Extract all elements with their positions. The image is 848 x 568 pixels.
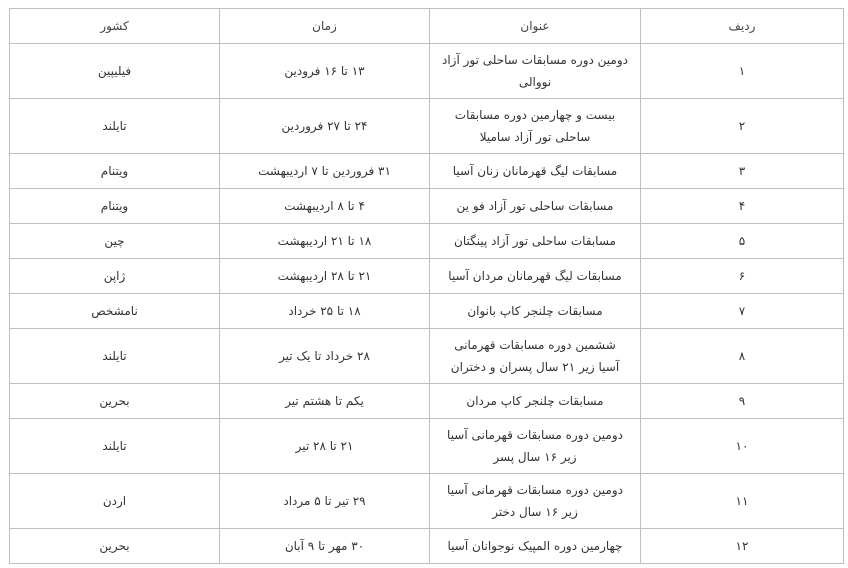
cell-title: بیست و چهارمین دوره مسابقات ساحلی تور آزاد ساميلا [430, 99, 641, 154]
cell-time: ۱۳ تا ۱۶ فرودین [220, 44, 430, 99]
schedule-table [9, 8, 844, 564]
cell-rank: ۴ [641, 189, 844, 224]
cell-title: مسابقات ساحلی تور آزاد پینگتان [430, 224, 641, 259]
table-row [10, 259, 844, 294]
cell-country: نامشخص [10, 294, 220, 329]
cell-country: ویتنام [10, 189, 220, 224]
cell-country: تایلند [10, 419, 220, 474]
cell-time: ۳۱ فروردین تا ۷ اردیبهشت [220, 154, 430, 189]
cell-rank: ۸ [641, 329, 844, 384]
cell-title: دومین دوره مسابقات ساحلی تور آزاد نووالی [430, 44, 641, 99]
cell-rank: ۹ [641, 384, 844, 419]
cell-country: تایلند [10, 99, 220, 154]
cell-country: چین [10, 224, 220, 259]
table-row [10, 224, 844, 259]
table-row [10, 329, 844, 384]
cell-title: دومین دوره مسابقات قهرمانی آسیا زیر ۱۶ سال دختر [430, 474, 641, 529]
cell-title: مسابقات لیگ قهرمانان مردان آسیا [430, 259, 641, 294]
cell-title: مسابقات چلنجر کاپ بانوان [430, 294, 641, 329]
table-row [10, 99, 844, 154]
table-row [10, 44, 844, 99]
cell-time: ۳۰ مهر تا ۹ آبان [220, 529, 430, 564]
cell-title: مسابقات ساحلی تور آزاد فو ین [430, 189, 641, 224]
cell-time: ۲۹ تیر تا ۵ مرداد [220, 474, 430, 529]
cell-country: تایلند [10, 329, 220, 384]
header-country: کشور [10, 9, 220, 44]
header-rank: ردیف [641, 9, 844, 44]
cell-country: اردن [10, 474, 220, 529]
cell-country: بحرین [10, 529, 220, 564]
cell-title: مسابقات لیگ قهرمانان زنان آسیا [430, 154, 641, 189]
table-row [10, 529, 844, 564]
cell-rank: ۲ [641, 99, 844, 154]
cell-rank: ۱ [641, 44, 844, 99]
cell-rank: ۱۲ [641, 529, 844, 564]
cell-time: ۲۱ تا ۲۸ اردیبهشت [220, 259, 430, 294]
cell-country: بحرین [10, 384, 220, 419]
header-time: زمان [220, 9, 430, 44]
cell-time: ۴ تا ۸ اردیبهشت [220, 189, 430, 224]
cell-time: ۱۸ تا ۲۵ خرداد [220, 294, 430, 329]
cell-country: ژاپن [10, 259, 220, 294]
schedule-table-container [9, 8, 843, 564]
cell-rank: ۳ [641, 154, 844, 189]
cell-time: یکم تا هشتم تیر [220, 384, 430, 419]
cell-time: ۲۱ تا ۲۸ تیر [220, 419, 430, 474]
cell-country: ویتنام [10, 154, 220, 189]
header-title: عنوان [430, 9, 641, 44]
cell-time: ۲۴ تا ۲۷ فروردین [220, 99, 430, 154]
cell-time: ۲۸ خرداد تا یک تیر [220, 329, 430, 384]
table-row [10, 294, 844, 329]
cell-rank: ۱۱ [641, 474, 844, 529]
table-header-row [10, 9, 844, 44]
table-row [10, 419, 844, 474]
cell-rank: ۶ [641, 259, 844, 294]
table-row [10, 384, 844, 419]
cell-country: فیلیپین [10, 44, 220, 99]
cell-title: چهارمین دوره المپیک نوجوانان آسیا [430, 529, 641, 564]
cell-title: دومین دوره مسابقات قهرمانی آسیا زیر ۱۶ سال پسر [430, 419, 641, 474]
cell-title: ششمین دوره مسابقات قهرمانی آسیا زیر ۲۱ سال پسران و دختران [430, 329, 641, 384]
table-row [10, 154, 844, 189]
cell-rank: ۱۰ [641, 419, 844, 474]
table-row [10, 474, 844, 529]
cell-title: مسابقات چلنجر کاپ مردان [430, 384, 641, 419]
cell-rank: ۷ [641, 294, 844, 329]
cell-time: ۱۸ تا ۲۱ اردیبهشت [220, 224, 430, 259]
cell-rank: ۵ [641, 224, 844, 259]
table-row [10, 189, 844, 224]
